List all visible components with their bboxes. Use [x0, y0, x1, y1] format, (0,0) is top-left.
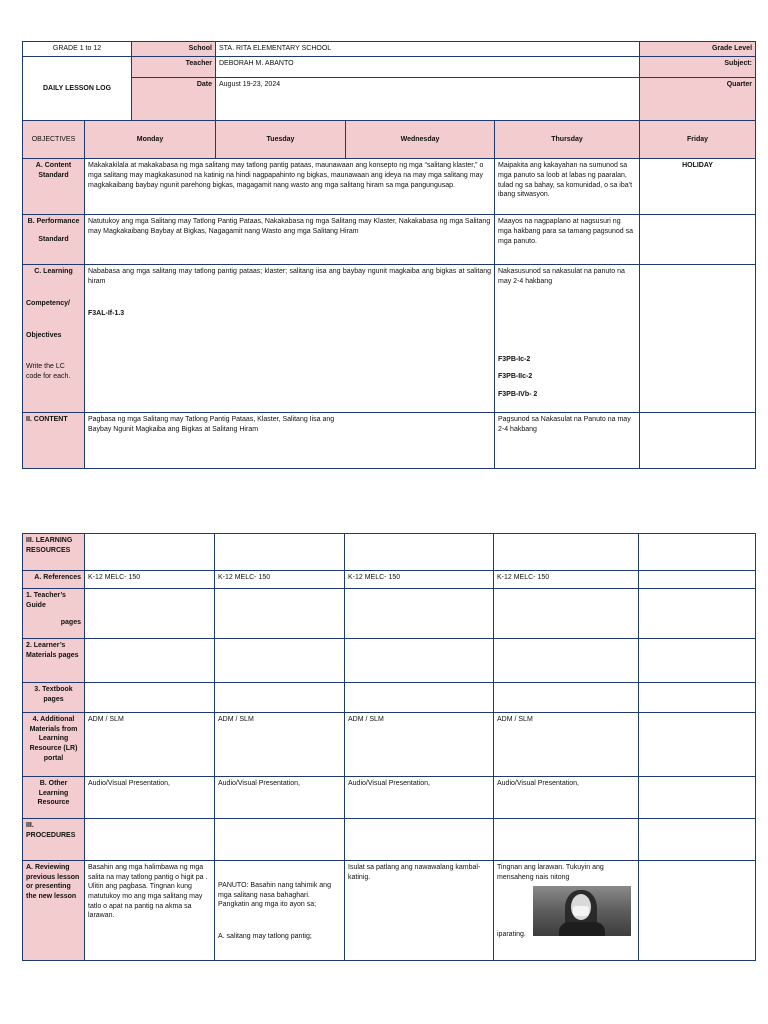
date-label: Date	[132, 77, 216, 121]
log-title: DAILY LESSON LOG	[23, 56, 132, 121]
textbook-label: 3. Textbook pages	[23, 683, 85, 713]
content-text-body: Pagbasa ng mga Salitang may Tatlong Pantig Pataas, Klaster, Salitang Iisa ang Baybay Ngunit Magkaiba ang Bigkas at Salitang Hiram	[88, 416, 335, 433]
empty-cell	[494, 683, 639, 713]
content-label: II. CONTENT	[23, 413, 85, 469]
reviewing-thursday-1: Tingnan ang larawan. Tukuyin ang mensaheng nais nitong	[497, 864, 604, 881]
references-label: A. References	[23, 571, 85, 589]
content-friday	[640, 413, 756, 469]
performance-standard-label	[23, 215, 85, 265]
performance-standard-text: Natutukoy ang mga Salitang may Tatlong Pantig Pataas, Nakakabasa ng mga Salitang may Klaster, Nakakabasa ng mga Salitang may Magkakaibang Baybay at Bigkas, Nagagamit nang Wasto ang mga Salitang Hiram	[85, 215, 495, 265]
reviewing-tuesday-cell	[215, 861, 345, 961]
empty-cell	[345, 534, 494, 571]
empty-cell	[639, 534, 756, 571]
other-resource-label: B. Other Learning Resource	[23, 777, 85, 819]
lc-code-monday: F3AL-If-1.3	[88, 309, 125, 317]
other-wednesday: Audio/Visual Presentation,	[345, 777, 494, 819]
lc-code-thursday-3: F3PB-IVb- 2	[498, 390, 538, 398]
empty-cell	[85, 683, 215, 713]
learning-competency-label-1: C. Learning	[34, 268, 73, 276]
monday-header: Monday	[85, 121, 216, 159]
school-value: STA. RITA ELEMENTARY SCHOOL	[216, 42, 640, 57]
school-label: School	[132, 42, 216, 57]
quarter-label: Quarter	[640, 77, 756, 121]
procedures-label-text: III. PROCEDURES	[26, 822, 76, 839]
empty-cell	[345, 683, 494, 713]
other-thursday: Audio/Visual Presentation,	[494, 777, 639, 819]
reviewing-monday: Basahin ang mga halimbawa ng mga salita na may tatlong pantig o higit pa . Ulitin ang pagbasa. Tingnan kung matutukoy mo ang mga salitang may tatlo o apat na pantig na akma sa larawan.	[85, 861, 215, 961]
empty-cell	[345, 589, 494, 639]
additional-tuesday: ADM / SLM	[215, 713, 345, 777]
empty-cell	[215, 589, 345, 639]
grade-range: GRADE 1 to 12	[23, 42, 132, 57]
lesson-log-resources-table	[22, 533, 756, 961]
other-tuesday: Audio/Visual Presentation,	[215, 777, 345, 819]
wednesday-header: Wednesday	[346, 121, 495, 159]
grade-level-label: Grade Level	[640, 42, 756, 57]
reviewing-tuesday-2: A. salitang may tatlong pantig;	[218, 932, 312, 940]
reviewing-tuesday-1: PANUTO: Basahin nang tahimik ang mga salitang nasa bahaghari. Pangkatin ang mga ito ayon sa;	[218, 882, 331, 909]
empty-cell	[494, 534, 639, 571]
teacher-label: Teacher	[132, 56, 216, 77]
lc-code-thursday-1: F3PB-Ic-2	[498, 355, 531, 363]
empty-cell	[639, 589, 756, 639]
teacher-value: DEBORAH M. ABANTO	[216, 56, 640, 77]
teachers-guide-label-2: pages	[60, 619, 81, 627]
empty-cell	[215, 534, 345, 571]
additional-wednesday: ADM / SLM	[345, 713, 494, 777]
references-wednesday: K-12 MELC- 150	[345, 571, 494, 589]
empty-cell	[494, 589, 639, 639]
empty-cell	[639, 713, 756, 777]
masked-person-photo	[533, 886, 631, 936]
empty-cell	[85, 819, 215, 861]
empty-cell	[215, 819, 345, 861]
learning-competency-cell	[85, 265, 495, 413]
reviewing-label: A. Reviewing previous lesson or presenting the new lesson	[23, 861, 85, 961]
friday-header: Friday	[640, 121, 756, 159]
learning-competency-label-4: Write the LC code for each.	[26, 363, 71, 380]
learning-competency-thursday-cell	[495, 265, 640, 413]
learning-competency-thursday: Nakasusunod sa nakasulat na panuto na may 2-4 hakbang	[498, 268, 625, 285]
empty-cell	[639, 819, 756, 861]
objectives-header: OBJECTIVES	[23, 121, 85, 159]
learning-competency-friday	[640, 265, 756, 413]
empty-cell	[494, 639, 639, 683]
lc-code-thursday-2: F3PB-IIc-2	[498, 373, 533, 381]
subject-label: Subject:	[640, 56, 756, 77]
procedures-label	[23, 819, 85, 861]
empty-cell	[215, 683, 345, 713]
content-text	[85, 413, 495, 469]
empty-cell	[345, 639, 494, 683]
empty-cell	[215, 639, 345, 683]
references-monday: K-12 MELC- 150	[85, 571, 215, 589]
references-tuesday: K-12 MELC- 150	[215, 571, 345, 589]
tuesday-header: Tuesday	[216, 121, 346, 159]
empty-cell	[85, 589, 215, 639]
learning-competency-label-2: Competency/	[26, 299, 70, 307]
empty-cell	[639, 683, 756, 713]
content-standard-text: Makakakilala at makakabasa ng mga salitang may tatlong pantig pataas, maunawaan ang konsepto ng mga “salitang klaster,” o mga salitang may magkakasunod na katinig na hindi nagpapahinto ng bigkas, maunawaan ang ideya na may mga salitang may magkakaibang baybay ngunit parehong bigkas, magagamit nang wasto ang mga salitang hiram sa mga pangungusap.	[85, 159, 495, 215]
learning-resources-label: III. LEARNING RESOURCES	[23, 534, 85, 571]
learning-competency-label	[23, 265, 85, 413]
empty-cell	[639, 777, 756, 819]
lesson-log-top-table	[22, 41, 756, 469]
performance-standard-label-2: Standard	[38, 235, 69, 243]
empty-cell	[345, 819, 494, 861]
empty-cell	[639, 639, 756, 683]
empty-cell	[85, 639, 215, 683]
performance-standard-friday	[640, 215, 756, 265]
references-thursday: K-12 MELC- 150	[494, 571, 639, 589]
additional-monday: ADM / SLM	[85, 713, 215, 777]
content-thursday: Pagsunod sa Nakasulat na Panuto na may 2-4 hakbang	[495, 413, 640, 469]
reviewing-thursday-cell	[494, 861, 639, 961]
additional-materials-label: 4. Additional Materials from Learning Resource (LR) portal	[23, 713, 85, 777]
date-value: August 19-23, 2024	[216, 77, 640, 121]
empty-cell	[85, 534, 215, 571]
learners-materials-label: 2. Learner’s Materials pages	[23, 639, 85, 683]
teachers-guide-label	[23, 589, 85, 639]
other-monday: Audio/Visual Presentation,	[85, 777, 215, 819]
performance-standard-thursday: Maayos na nagpaplano at nagsusuri ng mga hakbang para sa tamang pagsunod sa mga panuto.	[495, 215, 640, 265]
empty-cell	[639, 861, 756, 961]
empty-cell	[639, 571, 756, 589]
learning-competency-text: Nababasa ang mga salitang may tatlong pantig pataas; klaster; salitang iisa ang baybay ngunit magkaiba ang bigkas at salitang hiram	[88, 268, 491, 285]
reviewing-thursday-2: iparating.	[497, 931, 526, 939]
learning-competency-label-3: Objectives	[26, 331, 62, 339]
content-standard-thursday: Maipakita ang kakayahan na sumunod sa mga panuto sa loob at labas ng paaralan, tulad ng sa bahay, sa komunidad, o sa iba’t ibang sitwasyon.	[495, 159, 640, 215]
additional-thursday: ADM / SLM	[494, 713, 639, 777]
teachers-guide-label-1: 1. Teacher’s Guide	[26, 592, 66, 609]
thursday-header: Thursday	[495, 121, 640, 159]
reviewing-wednesday: Isulat sa patlang ang nawawalang kambal-katinig.	[345, 861, 494, 961]
friday-holiday: HOLIDAY	[640, 159, 756, 215]
empty-cell	[494, 819, 639, 861]
content-standard-label: A. Content Standard	[23, 159, 85, 215]
performance-standard-label-1: B. Performance	[27, 218, 80, 226]
